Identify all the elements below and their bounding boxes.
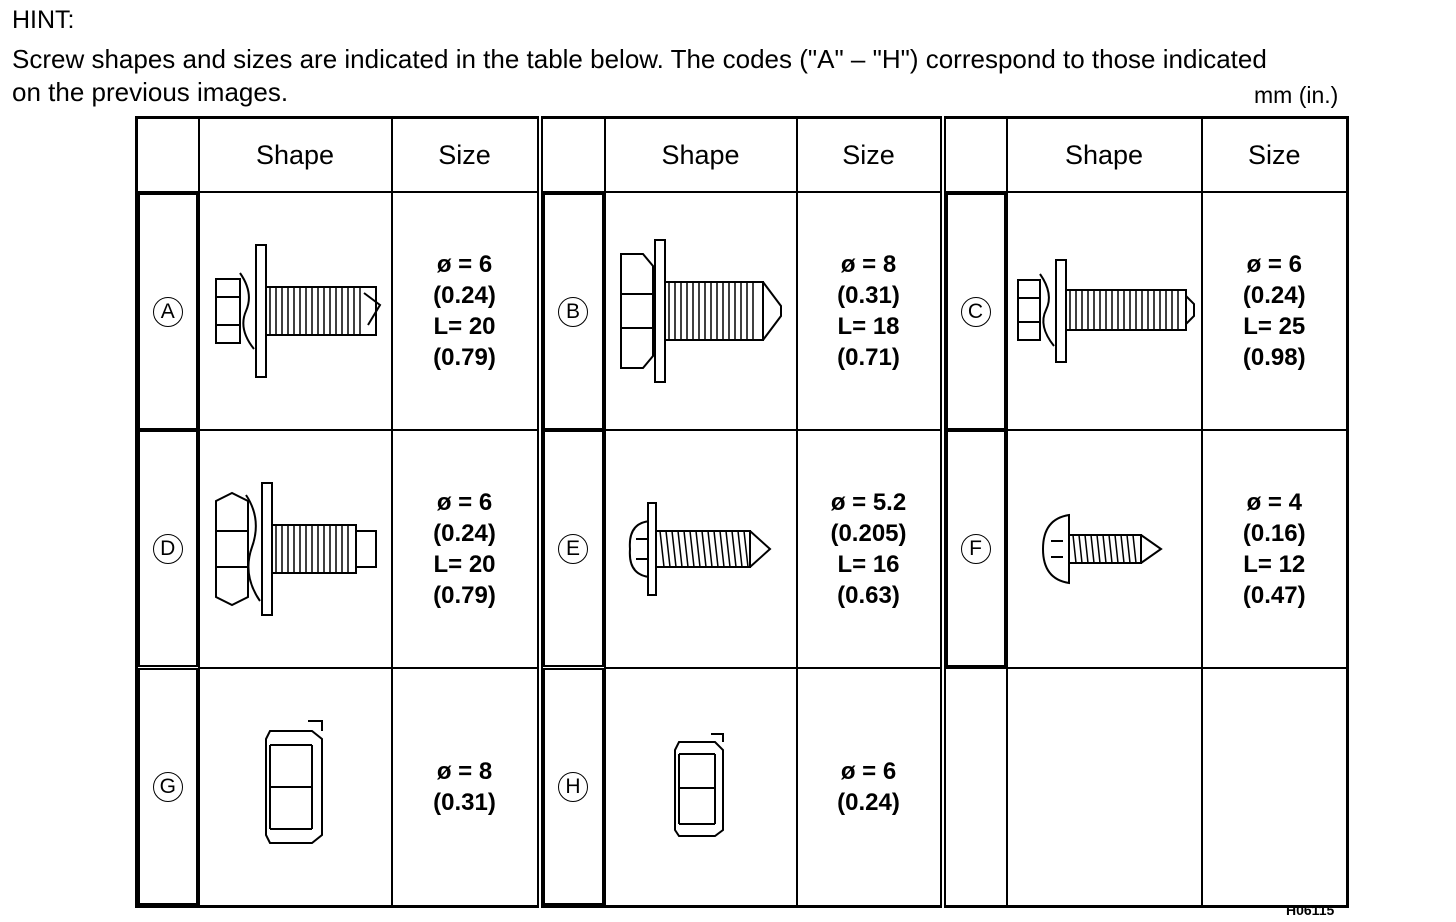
code-cell [138,668,198,905]
size-line: (0.24) [1242,282,1306,309]
size-line: (0.79) [433,582,496,609]
size-line: L= 16 [837,551,900,578]
header-shape: Shape [605,118,797,193]
code-cell [946,193,1006,430]
size-line: ø = 6 [436,251,493,278]
size-line: ø = 4 [1246,489,1302,516]
code-label: F [961,534,991,564]
table-row [137,192,1348,430]
size-line: ø = 6 [1246,251,1302,278]
header-size: Size [1202,118,1348,193]
header-size: Size [797,118,943,193]
size-line: L= 12 [1243,551,1306,578]
size-line: L= 25 [1243,313,1306,340]
size-line: (0.98) [1242,344,1306,371]
size-line: L= 20 [433,313,496,340]
size-line: (0.79) [433,344,496,371]
size-cell [797,192,943,430]
size-line: (0.24) [837,789,900,816]
tapping-screw-with-washer-icon [605,430,797,668]
code-label: B [558,297,588,327]
code-cell [543,668,604,905]
code-label: E [558,534,588,564]
hex-bolt-with-washer-icon [605,192,797,430]
size-line: (0.16) [1242,520,1306,547]
code-label: G [153,772,183,802]
size-cell [797,668,943,907]
table-row [137,430,1348,668]
round-head-tapping-screw-icon [1007,430,1202,668]
code-label: D [153,534,183,564]
size-line: (0.47) [1242,582,1306,609]
size-line: (0.63) [837,582,900,609]
size-line: (0.205) [830,520,907,547]
size-line: ø = 5.2 [830,489,907,516]
table-header-row [137,118,1348,193]
empty-cell [943,668,1007,907]
stud-bolt-with-washer-icon [199,430,392,668]
flange-nut-icon [199,668,392,907]
size-line: (0.71) [837,344,900,371]
code-label: C [961,297,991,327]
code-cell [543,193,604,430]
size-line: ø = 8 [436,758,493,785]
size-line: (0.24) [433,520,496,547]
size-cell [392,668,540,907]
size-line: ø = 6 [436,489,493,516]
header-code-cell [137,118,199,193]
hint-text [12,43,1452,109]
code-cell [946,430,1006,667]
screw-table [135,116,1349,908]
small-flange-nut-icon [605,668,797,907]
figure-id: H06115 [1286,902,1335,918]
size-line: (0.24) [433,282,496,309]
header-code-cell [540,118,605,193]
size-line: L= 18 [837,313,900,340]
table-row [137,668,1348,907]
code-cell [138,430,198,667]
size-line: ø = 8 [840,251,897,278]
code-label: A [153,297,183,327]
empty-cell [1007,668,1202,907]
code-cell [138,193,198,430]
header-code-cell [943,118,1007,193]
size-cell [1202,192,1348,430]
units-label: mm (in.) [1254,82,1339,108]
header-shape: Shape [1007,118,1202,193]
size-cell [797,430,943,668]
flange-bolt-with-washer-icon [199,192,392,430]
long-flange-bolt-with-washer-icon [1007,192,1202,430]
header-size: Size [392,118,540,193]
size-cell [392,192,540,430]
size-cell [392,430,540,668]
hint-line-2: on the previous images. [12,77,289,107]
size-cell [1202,430,1348,668]
size-line: (0.31) [837,282,900,309]
empty-cell [1202,668,1348,907]
size-line: ø = 6 [840,758,897,785]
hint-line-1: Screw shapes and sizes are indicated in the table below. The codes ("A" – "H") correspond to those indicated [12,44,1267,74]
code-cell [543,430,604,667]
code-label: H [558,772,588,802]
hint-title: HINT: [12,6,75,34]
size-line: (0.31) [433,789,496,816]
header-shape: Shape [199,118,392,193]
size-line: L= 20 [433,551,496,578]
